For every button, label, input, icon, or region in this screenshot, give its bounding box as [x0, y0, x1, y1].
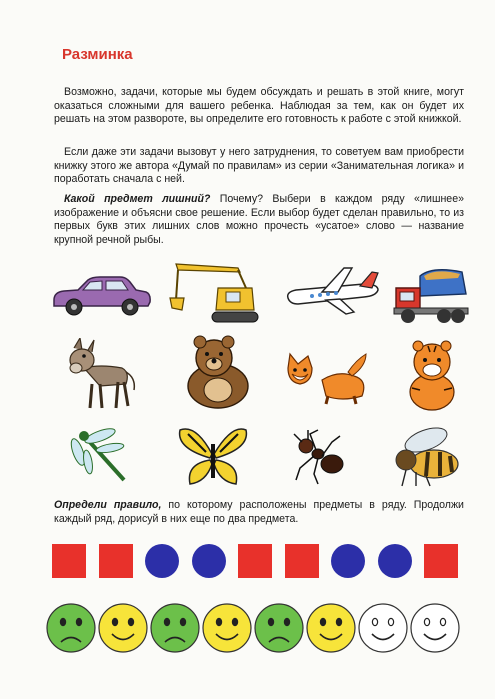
green-sad-smiley — [255, 604, 303, 652]
red-square — [285, 544, 319, 578]
task-odd-one-out — [54, 193, 464, 247]
bear-icon — [178, 334, 258, 410]
yellow-happy-smiley — [99, 604, 147, 652]
red-square — [238, 544, 272, 578]
ant-icon — [288, 428, 354, 486]
task-find-rule-text: по которому расположены предметы в ряду. Продолжи каждый ряд, дорисуй в них еще по два предмета. — [54, 499, 464, 525]
page-title: Разминка — [62, 46, 133, 63]
task-find-rule-lead: Определи правило, — [54, 499, 162, 511]
yellow-happy-smiley — [307, 604, 355, 652]
car-icon — [48, 270, 153, 320]
task-find-rule — [54, 499, 464, 526]
green-sad-smiley — [47, 604, 95, 652]
bee-icon — [386, 424, 466, 490]
red-square — [99, 544, 133, 578]
fox-icon — [282, 346, 368, 406]
blue-circle — [378, 544, 412, 578]
blank-happy-smiley — [411, 604, 459, 652]
excavator-icon — [168, 258, 268, 328]
butterfly-icon — [176, 424, 250, 490]
blue-circle — [331, 544, 365, 578]
red-square — [52, 544, 86, 578]
task-odd-one-out-lead: Какой предмет лишний? — [64, 193, 211, 205]
tiger-cub-icon — [398, 338, 466, 412]
donkey-icon — [60, 338, 140, 412]
intro-paragraph-2: Если даже эти задачи вызовут у него затруднения, то советуем вам приобрести книжку этого же автора «Думай по правилам» из серии «Занимательная логика» и поработать сначала с ней. — [54, 146, 464, 186]
dump-truck-icon — [392, 266, 470, 328]
blue-circle — [145, 544, 179, 578]
blank-happy-smiley — [359, 604, 407, 652]
blue-circle — [192, 544, 226, 578]
airplane-icon — [282, 262, 382, 318]
intro-paragraph-1: Возможно, задачи, которые мы будем обсуждать и решать в этой книге, могут оказаться сложными для вашего ребенка. Наблюдая за тем, как он будет их решать на этом развороте, вы определите его готовность к работе с этой книжкой. — [54, 86, 464, 126]
shape-sequence-row — [52, 544, 462, 584]
dragonfly-icon — [68, 424, 138, 486]
smiley-sequence-row — [44, 594, 464, 664]
yellow-happy-smiley — [203, 604, 251, 652]
green-sad-smiley — [151, 604, 199, 652]
red-square — [424, 544, 458, 578]
task-odd-one-out-text: Почему? Выбери в каждом ряду «лишнее» изображение и объясни свое решение. Если выбор будет сделан правильно, то из первых букв этих лишних слов можно прочесть «усатое» слово — название крупной речной рыбы. — [54, 193, 464, 246]
